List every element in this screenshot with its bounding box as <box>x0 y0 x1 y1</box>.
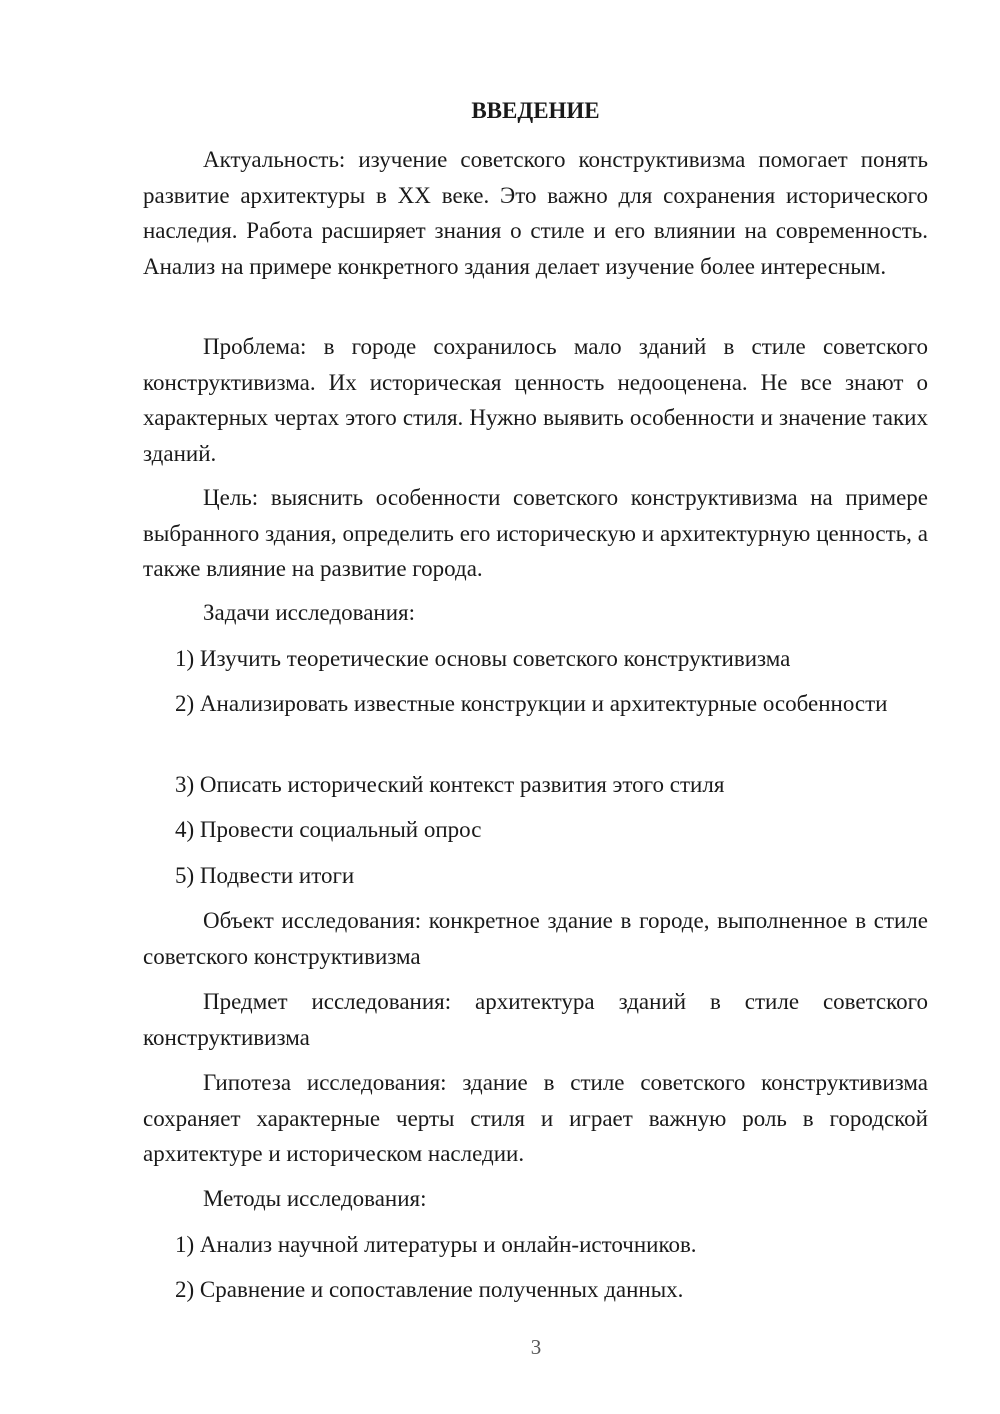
page-number: 3 <box>530 1335 542 1359</box>
task-item-5: 5) Подвести итоги <box>175 863 355 888</box>
task-item-1: 1) Изучить теоретические основы советского конструктивизма <box>175 646 791 671</box>
task-item-4: 4) Провести социальный опрос <box>175 817 482 842</box>
object-paragraph: Объект исследования: конкретное здание в городе, выполненное в стиле советского конструктивизма <box>143 908 928 969</box>
method-item-2: 2) Сравнение и сопоставление полученных данных. <box>175 1277 684 1302</box>
method-item-1: 1) Анализ научной литературы и онлайн-источников. <box>175 1232 697 1257</box>
problem-paragraph: Проблема: в городе сохранилось мало зданий в стиле советского конструктивизма. Их историческая ценность недооценена. Не все знают о характерных чертах этого стиля. Нужно выявить особенности и значение таких зданий. <box>143 334 928 466</box>
page-title: ВВЕДЕНИЕ <box>471 98 600 123</box>
relevance-paragraph: Актуальность: изучение советского конструктивизма помогает понять развитие архитектуры в XX веке. Это важно для сохранения исторического наследия. Работа расширяет знания о стиле и его влиянии на современность. Анализ на примере конкретного здания делает изучение более интересным. <box>143 147 928 279</box>
subject-paragraph: Предмет исследования: архитектура зданий в стиле советского конструктивизма <box>143 989 928 1050</box>
goal-paragraph: Цель: выяснить особенности советского конструктивизма на примере выбранного здания, определить его историческую и архитектурную ценность, а также влияние на развитие города. <box>143 485 928 581</box>
task-item-2: 2) Анализировать известные конструкции и архитектурные особенности <box>175 691 888 716</box>
hypothesis-paragraph: Гипотеза исследования: здание в стиле советского конструктивизма сохраняет характерные черты стиля и играет важную роль в городской архитектуре и историческом наследии. <box>143 1070 928 1166</box>
task-item-3: 3) Описать исторический контекст развития этого стиля <box>175 772 725 797</box>
methods-heading: Методы исследования: <box>203 1186 427 1211</box>
tasks-heading: Задачи исследования: <box>203 600 416 625</box>
